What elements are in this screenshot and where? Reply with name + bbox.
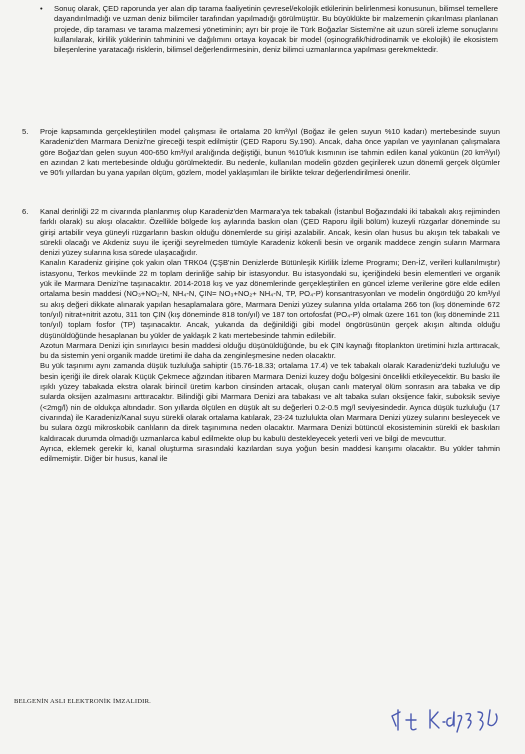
bullet-text: Sonuç olarak, ÇED raporunda yer alan dip tarama faaliyetinin çevresel/ekolojik etkilerinin belirlenmesi konusunun, bilimsel temellere dayandırılmadığı ve uzman deniz bilimciler tarafından yapılmadığı görülmüştür. Bu büyüklükte bir malzemenin çıkarılması planlanan projede, dip taraması ve tarama malzemesi yönetiminin; ayrı bir proje ile Türk Boğazlar Sistemi'ne ait uzun süreli izleme sonuçlarını kullanılarak, kirlilik yüklerinin tahminini ve dağılımını ortaya koyacak bir model (oşinografik/hidrodinamik ve ekolojik) ile ekosistem bileşenlerine yaratacağı risklerin, bilimsel değerlendirmesinin, deniz bilimci uzmanlarınca yapılması gerekmektedir. bbox=[54, 4, 498, 55]
paragraph: Kanalın Karadeniz girişine çok yakın olan TRK04 (ÇŞB'nin Denizlerde Bütünleşik Kirlilik İzleme Programı; Den-İZ, verileri kullanılmıştır) istasyonu, Terkos mevkiinde 22 m toplam derinliğe sahip bir istasyondur. Bu istasyondaki su, içeriğindeki besin elementleri ve organik yük ile Marmara Denizi'ne taşınacaktır. 2014-2018 kış ve yaz dönemlerinde gerçekleştirilen en güncel izleme verilerine göre elde edilen ortalama besin maddesi (NO₃+NO₂-N, NH₄-N, ÇIN= NO₃+NO₂+ NH₄-N, TP, PO₄-P) konsantrasyonları ve modelin öngördüğü 20 km³/yıl su akış değeri dikkate alınarak yapılan hesaplamalara göre, Marmara Denizi yüzey sularına yılda ortalama 266 ton (kış döneminde 672 ton/yıl) nitrat+nitrit azotu, 311 ton ÇIN (kış döneminde 818 ton/yıl) ve 187 ton ortofosfat (PO₄-P) olmak üzere 161 ton (kış döneminde 211 ton/yıl) toplam fosfor (TP) taşınacaktır. Ancak, yukarıda da değinildiği gibi model öngörüsünün gerçek akışın altında olduğu düşünüldüğünde hesaplanan bu yükler de yaklaşık 2 katı mertebesinde tahmin edilebilir. bbox=[40, 258, 500, 340]
item-number: 6. bbox=[22, 207, 29, 216]
signature-strokes bbox=[392, 710, 497, 732]
paragraph: Proje kapsamında gerçekleştirilen model çalışması ile ortalama 20 km³/yıl (Boğaz ile gelen suyun %10 kadarı) mertebesinde suyun Karadeniz'den Marmara Denizi'ne gireceği tespit edilmiştir (ÇED Raporu Sy.190). Ancak, daha önce yapılan ve yayınlanan çalışmalara göre Boğaz'dan gelen suyun 400-650 km³/yıl aralığında değiştiği, bunun %10'luk kısmının ise tahmin edilen kanal yükünün (20 km³/yıl) en azından 2 katı mertebesinde olduğu görülmektedir. Bu nedenle, kullanılan modelin gözden geçirilerek uzun dönemli gerçek ölçümler ve 90'lı yıllardan bu yana yapılan ölçüm, gözlem, model yaklaşımları ile birlikte tekrar değerlendirilmesi önerilir. bbox=[40, 127, 500, 178]
item-body bbox=[40, 207, 500, 464]
bullet-list bbox=[40, 4, 498, 55]
paragraph: Kanal derinliği 22 m civarında planlanmış olup Karadeniz'den Marmara'ya tek tabakalı (İstanbul Boğazındaki iki tabakalı akış rejiminden farklı olarak) su akışı olacaktır. Özellikle bölgede kış aylarında baskın olan (ÇED Raporu ilgili bölüm) kuzeyli rüzgarlar döneminde su girişi artabilir veya güneyli rüzgarların baskın olduğu dönemlerde su girişi azalabilir. Ancak, kesin olan husus bu akışın tek tabakalı ve sürekli olacağı ve Akdeniz suyu ile içeriği seyrelmeden tümüyle Karadeniz kökenli besin ve organik maddece zengin suların Marmara denizi yüzey sularına kısa sürede ulaşacağıdır. bbox=[40, 207, 500, 258]
footer-note: BELGENİN ASLI ELEKTRONİK İMZALIDIR. bbox=[14, 698, 152, 705]
paragraph: Ayrıca, eklemek gerekir ki, kanal oluşturma sırasındaki kazılardan suya yoğun besin maddesi karışımı olacaktır. Bu yükler tahmin edilmemiştir. Diğer bir husus, kanal ile bbox=[40, 443, 500, 464]
numbered-item-6 bbox=[22, 207, 500, 464]
item-body bbox=[40, 127, 500, 178]
handwritten-signature bbox=[388, 700, 508, 740]
bullet-item bbox=[40, 4, 498, 55]
bullet-dot-icon: • bbox=[40, 4, 43, 13]
item-number: 5. bbox=[22, 127, 29, 136]
paragraph: Bu yük taşınımı aynı zamanda düşük tuzluluğa sahiptir (15.76-18.33; ortalama 17.4) ve tek tabakalı olarak Karadeniz'deki tuzluluğu ve besin içeriği ile direk olarak Küçük Çekmece ağzından itibaren Marmara Denizi kuzey doğu bölgesini öncelikli etkileyecektir. Bu baskı ile ışıklı yüzey tabakada ekstra olarak birincil üretim karbon cinsinden artacak, oluşan canlı materyal ölüm sonrasın ara tabaka ve dip sularda oksijen azalmasını arttıracaktır. Bilindiği gibi Marmara Denizi ara tabakası ve alt tabaka suları oksijence fakir, suboksik seviye (<2mg/l) nin de oldukça altındadır. Son yıllarda ölçülen en düşük alt su değerleri 0.2-0.5 mg/l seviyesindedir. Ayrıca düşük tuzluluğu (17 civarında) ile Karadeniz/Kanal suyu sürekli olarak ortalama katılarak, 23-24 tuzlulukta olan Marmara Denizi yüzey sularını besleyecek ve bu sulara özgü mikroskobik canlıların da direk taşınımına neden olacaktır. Marmara Denizi bütüncül ekosisteminin sürekli ek baskıları kaldıracak durumda olmadığı uzmanlarca kabul edilmekte olup bu kabulü destekleyecek yeterli veri ve bilgi de mevcuttur. bbox=[40, 361, 500, 443]
numbered-item-5 bbox=[22, 127, 500, 178]
paragraph: Azotun Marmara Denizi için sınırlayıcı besin maddesi olduğu düşünüldüğünde, bu ek ÇIN kaynağı fitoplankton üretimini hızla arttıracak, bu da sistemin yeni organik madde üretimi ile daha da zenginleşmesine neden olacaktır. bbox=[40, 340, 500, 361]
